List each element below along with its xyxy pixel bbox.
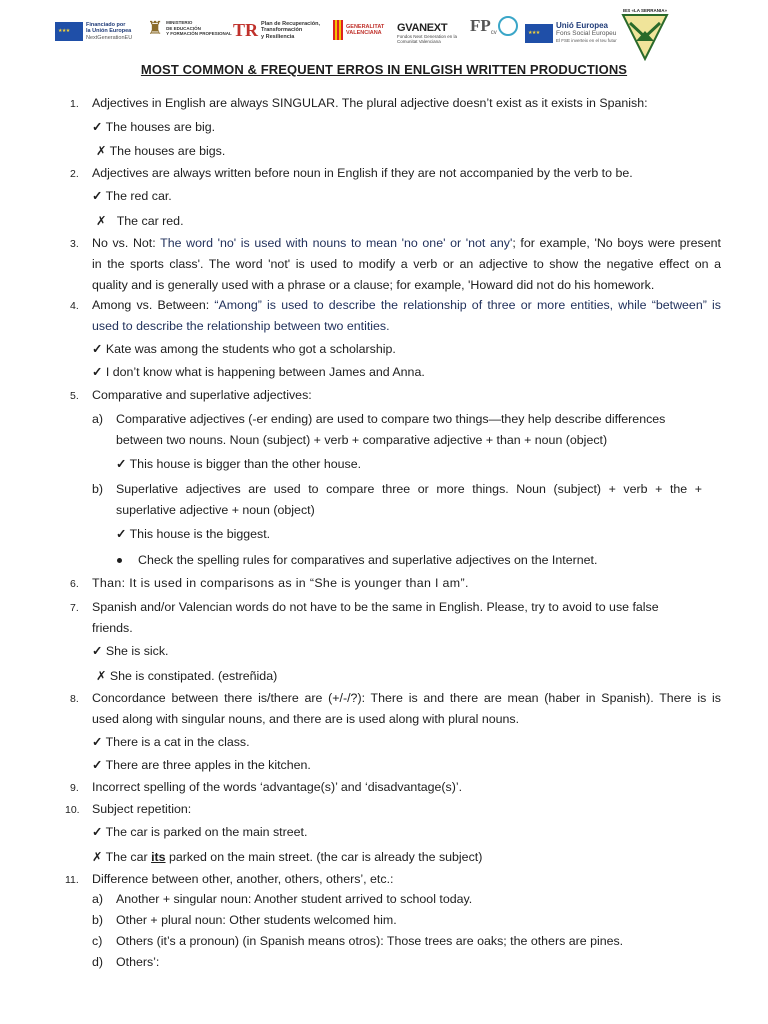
item-number: 6. [70, 578, 79, 590]
item-10-example-wrong: ✗ The car its parked on the main street. (the car is already the subject) [92, 850, 483, 864]
gvanext-sub: Fondos Next Generation en la Comunitat Valenciana [397, 34, 458, 44]
ue-line3: El FSE inverteix en el teu futur [556, 38, 617, 43]
cross-icon: ✗ [96, 669, 107, 683]
recovery-plan-logo [233, 20, 320, 41]
gva-line2: VALENCIANA [346, 30, 382, 36]
eu-flag-icon-2 [525, 24, 553, 43]
plan-line1: Plan de Recuperación, [261, 21, 321, 28]
fpcv-logo [470, 16, 518, 36]
item-11b-text: Other + plural noun: Other students welcomed him. [116, 913, 397, 927]
eu-logo-line2: la Unión Europea [86, 28, 132, 35]
item-1-text: Adjectives in English are always SINGULAR. The plural adjective doesn’t exist as it exists in Spanish: [92, 96, 648, 110]
gvanext-text: GVANEXT [397, 22, 448, 34]
item-5-text: Comparative and superlative adjectives: [92, 388, 312, 402]
item-11d-label: d) [92, 955, 104, 969]
check-icon: ✓ [92, 825, 103, 839]
item-3-line-1: No vs. Not: The word 'no' is used with nouns to mean 'no one' or 'not any'; for example, 'No boys were present [92, 236, 721, 250]
item-number: 7. [70, 602, 79, 614]
item-4-example-2: ✓ I don’t know what is happening between James and Anna. [92, 365, 425, 379]
eu-flag-icon [55, 22, 83, 41]
item-number: 5. [70, 390, 79, 402]
item-7-example-wrong: ✗ She is constipated. (estreñida) [96, 669, 278, 683]
item-number: 2. [70, 168, 79, 180]
item-8-line-2: used along with singular nouns, and there are is used along with plural nouns. [92, 712, 520, 726]
item-10-example-correct: ✓ The car is parked on the main street. [92, 825, 308, 839]
item-4-line-1: Among vs. Between: “Among” is used to describe the relationship of three or more entities, while “between” is [92, 298, 721, 312]
item-11c-text: Others (it’s a pronoun) (in Spanish means otros): Those trees are oaks; the others are pines. [116, 934, 624, 948]
item-11-text: Difference between other, another, others, others’, etc.: [92, 872, 394, 886]
item-5a-example: ✓ This house is bigger than the other house. [116, 457, 362, 471]
item-number: 9. [70, 782, 79, 794]
item-number: 4. [70, 300, 79, 312]
item-8-example-1: ✓ There is a cat in the class. [92, 735, 250, 749]
ministry-line2: DE EDUCACIÓN [166, 25, 201, 31]
header-logos [55, 8, 715, 58]
item-3-line-2: in the sports class'. The word 'not' is used to modify a verb or an adjective to show the negative effect on a [92, 257, 721, 271]
fpcv-text: FP [470, 16, 491, 35]
senyera-icon [333, 20, 343, 40]
item-number: 8. [70, 693, 79, 705]
check-icon: ✓ [116, 457, 127, 471]
item-11d-text: Others’: [116, 955, 160, 969]
item-5b-line-1: Superlative adjectives are used to compare three or more things. Noun (subject) + verb + the + [116, 482, 702, 496]
item-5b-label: b) [92, 482, 104, 496]
item-5a-line-1: Comparative adjectives (-er ending) are used to compare two things—they help describe differences [116, 412, 666, 426]
item-11c-label: c) [92, 934, 103, 948]
item-11a-text: Another + singular noun: Another student arrived to school today. [116, 892, 473, 906]
check-icon: ✓ [92, 342, 103, 356]
check-icon: ✓ [92, 189, 103, 203]
cross-icon: ✗ [92, 850, 103, 864]
item-6-text: Than: It is used in comparisons as in “She is younger than I am”. [92, 576, 469, 590]
cross-icon: ✗ [96, 214, 107, 228]
item-number: 11. [65, 874, 79, 886]
fpcv-circle-icon [498, 16, 518, 36]
generalitat-logo [333, 20, 384, 40]
check-icon: ✓ [92, 365, 103, 379]
eu-logo-line3: NextGenerationEU [86, 34, 133, 41]
item-5a-label: a) [92, 412, 104, 426]
item-9-text: Incorrect spelling of the words ‘advantage(s)’ and ‘disadvantage(s)’. [92, 780, 463, 794]
fpcv-sub: cv [490, 30, 497, 36]
item-4-example-1: ✓ Kate was among the students who got a scholarship. [92, 342, 396, 356]
item-7-example-correct: ✓ She is sick. [92, 644, 169, 658]
item-1-example-correct: ✓ The houses are big. [92, 120, 216, 134]
gvanext-logo [397, 22, 467, 44]
ue-fse-logo [525, 22, 617, 44]
eu-logo-line1: Financiado por [86, 22, 126, 29]
item-1-example-wrong: ✗ The houses are bigs. [96, 144, 226, 158]
item-7-line-2: friends. [92, 621, 133, 635]
coat-of-arms-icon: ♜ [147, 18, 164, 38]
item-11b-label: b) [92, 913, 104, 927]
item-8-example-2: ✓ There are three apples in the kitchen. [92, 758, 311, 772]
eu-nextgen-logo [55, 22, 132, 41]
item-5b-line-2: superlative adjective + noun (object) [116, 503, 315, 517]
item-8-line-1: Concordance between there is/there are (+/-/?): There is and there are mean (haber in Spanish). There is is [92, 691, 721, 705]
plan-line2: Transformación [261, 27, 303, 34]
plan-line3: y Resiliencia [261, 33, 295, 40]
item-10-text: Subject repetition: [92, 802, 192, 816]
check-icon: ✓ [92, 120, 103, 134]
item-5b-example: ✓ This house is the biggest. [116, 527, 271, 541]
ministry-logo [147, 18, 232, 39]
item-4-line-2: used to describe the relationship between two entities. [92, 319, 390, 333]
check-icon: ✓ [92, 735, 103, 749]
school-shield-logo [620, 8, 670, 62]
item-11a-label: a) [92, 892, 104, 906]
check-icon: ✓ [92, 758, 103, 772]
item-3-line-3: quality and is generally used with a phrase or a clause; for example, 'Howard did not do his homework. [92, 278, 655, 292]
item-5a-line-2: between two nouns. Noun (subject) + verb + comparative adjective + than + noun (object) [116, 433, 608, 447]
item-number: 3. [70, 238, 79, 250]
item-number: 10. [65, 804, 80, 816]
page-title: MOST COMMON & FREQUENT ERROS IN ENLGISH WRITTEN PRODUCTIONS [140, 62, 628, 77]
school-shield-icon [620, 13, 670, 61]
school-logo-text: IES «LA SERRANIA» [622, 8, 668, 13]
ue-line1: Unió Europea [556, 21, 609, 30]
item-2-example-correct: ✓ The red car. [92, 189, 172, 203]
ministry-line3: Y FORMACIÓN PROFESIONAL [166, 31, 232, 37]
item-5-bullet-note: Check the spelling rules for comparatives and superlative adjectives on the Internet. [138, 553, 598, 567]
item-7-line-1: Spanish and/or Valencian words do not have to be the same in English. Please, try to avoid to use false [92, 600, 659, 614]
ministry-line1: MINISTERIO [166, 20, 193, 26]
bullet-icon [117, 558, 122, 563]
item-number: 1. [70, 98, 79, 110]
tr-mark-icon: TR [233, 20, 259, 40]
check-icon: ✓ [116, 527, 127, 541]
check-icon: ✓ [92, 644, 103, 658]
gva-line1: GENERALITAT [346, 23, 385, 30]
cross-icon: ✗ [96, 144, 107, 158]
item-2-text: Adjectives are always written before noun in English if they are not accompanied by the verb to be. [92, 166, 633, 180]
item-2-example-wrong: ✗ The car red. [96, 214, 184, 228]
ue-line2: Fons Social Europeu [556, 30, 617, 37]
